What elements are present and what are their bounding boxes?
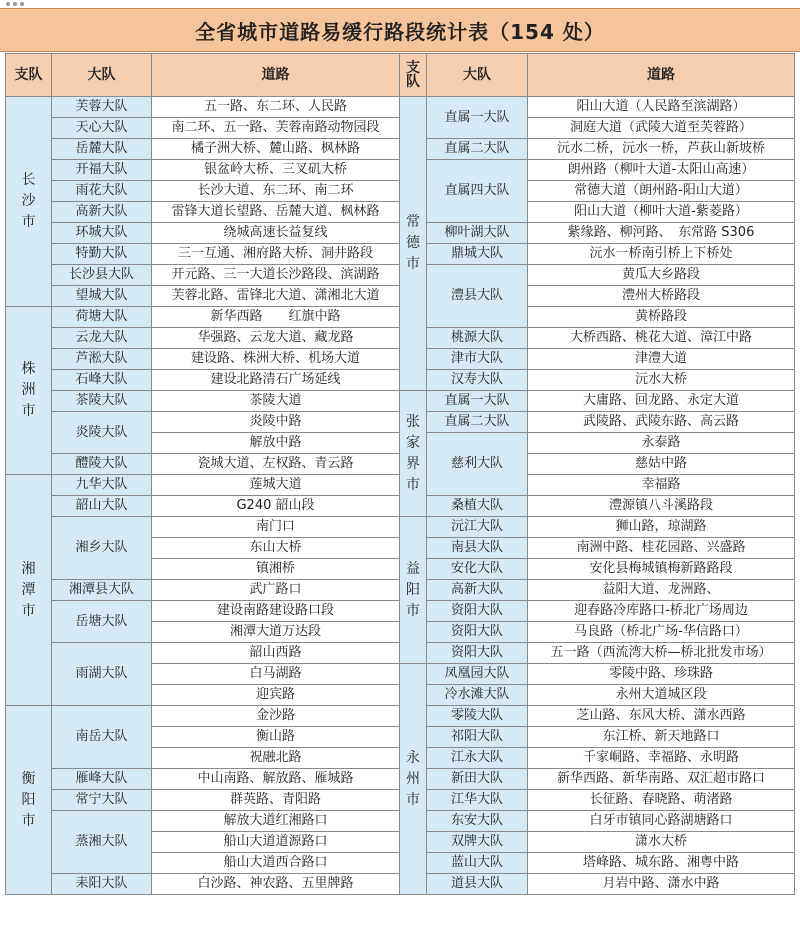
road-cell: 慈姑中路 [528,454,795,475]
road-cell: 紫缘路、柳河路、 东常路 S306 [528,223,795,244]
road-cell: 新华西路、新华南路、双汇超市路口 [528,769,795,790]
table-row [6,97,795,118]
road-cell: 五一路（西流湾大桥—桥北批发市场） [528,643,795,664]
city-label: 常德市 [406,214,420,272]
unit-cell: 江华大队 [427,790,528,811]
road-cell: 长征路、春晓路、萌渚路 [528,790,795,811]
unit-cell: 澧县大队 [427,265,528,328]
city-label: 长沙市 [21,172,36,230]
unit-cell: 湘乡大队 [52,517,152,580]
window-dots [6,0,24,8]
road-cell: 白马湖路 [152,664,400,685]
header-daolu: 道路 [528,54,795,97]
road-cell: 沅水一桥南引桥上下桥处 [528,244,795,265]
road-cell: 马良路（桥北广场-华信路口） [528,622,795,643]
road-cell: 月岩中路、潇水中路 [528,874,795,895]
road-cell: 南洲中路、桂花园路、兴盛路 [528,538,795,559]
header-dadui: 大队 [52,54,152,97]
unit-cell: 湘潭县大队 [52,580,152,601]
unit-cell: 津市大队 [427,349,528,370]
unit-cell: 荷塘大队 [52,307,152,328]
road-cell: 芝山路、东风大桥、潇水西路 [528,706,795,727]
city-cell [400,664,427,895]
road-cell: 衡山路 [152,727,400,748]
road-cell: 迎春路冷库路口-桥北广场周边 [528,601,795,622]
unit-cell: 桑植大队 [427,496,528,517]
road-cell: 洞庭大道（武陵大道至芙蓉路） [528,118,795,139]
road-cell: 千家峒路、幸福路、永明路 [528,748,795,769]
road-cell: 澧州大桥路段 [528,286,795,307]
header-daolu: 道路 [152,54,400,97]
unit-cell: 云龙大队 [52,328,152,349]
unit-cell: 资阳大队 [427,622,528,643]
road-cell: 炎陵中路 [152,412,400,433]
road-cell: 朗州路（柳叶大道-太阳山高速） [528,160,795,181]
unit-cell: 冷水滩大队 [427,685,528,706]
city-cell [400,391,427,517]
road-cell: 船山大道道源路口 [152,832,400,853]
road-cell: 莲城大道 [152,475,400,496]
unit-cell: 雨湖大队 [52,643,152,706]
road-cell: 五一路、东二环、人民路 [152,97,400,118]
road-cell: 潇水大桥 [528,832,795,853]
unit-cell: 新田大队 [427,769,528,790]
unit-cell: 直属一大队 [427,391,528,412]
road-cell: 安化县梅城镇梅新路路段 [528,559,795,580]
road-cell: 橘子洲大桥、麓山路、枫林路 [152,139,400,160]
road-cell: 开元路、三一大道长沙路段、滨湖路 [152,265,400,286]
road-cell: 白沙路、神农路、五里牌路 [152,874,400,895]
unit-cell: 资阳大队 [427,601,528,622]
road-cell: 白牙市镇同心路湖塘路口 [528,811,795,832]
unit-cell: 道县大队 [427,874,528,895]
road-cell: 解放中路 [152,433,400,454]
table-row [6,517,795,538]
unit-cell: 天心大队 [52,118,152,139]
table-row [6,391,795,412]
unit-cell: 高新大队 [52,202,152,223]
road-cell: 茶陵大道 [152,391,400,412]
unit-cell: 沅江大队 [427,517,528,538]
unit-cell: 雁峰大队 [52,769,152,790]
road-cell: 三一互通、湘府路大桥、洞井路段 [152,244,400,265]
unit-cell: 双牌大队 [427,832,528,853]
road-cell: 大桥西路、桃花大道、漳江中路 [528,328,795,349]
road-cell: 零陵中路、珍珠路 [528,664,795,685]
road-cell: 绕城高速长益复线 [152,223,400,244]
road-cell: 武陵路、武陵东路、高云路 [528,412,795,433]
road-cell: 大庸路、回龙路、永定大道 [528,391,795,412]
unit-cell: 凤凰园大队 [427,664,528,685]
road-cell: 津澧大道 [528,349,795,370]
road-cell: 武广路口 [152,580,400,601]
unit-cell: 高新大队 [427,580,528,601]
road-cell: 建设路、株洲大桥、机场大道 [152,349,400,370]
unit-cell: 南县大队 [427,538,528,559]
unit-cell: 直属二大队 [427,139,528,160]
road-cell: 长沙大道、东二环、南二环 [152,181,400,202]
unit-cell: 石峰大队 [52,370,152,391]
unit-cell: 岳塘大队 [52,601,152,643]
unit-cell: 九华大队 [52,475,152,496]
unit-cell: 桃源大队 [427,328,528,349]
unit-cell: 柳叶湖大队 [427,223,528,244]
unit-cell: 耒阳大队 [52,874,152,895]
unit-cell: 资阳大队 [427,643,528,664]
unit-cell: 芙蓉大队 [52,97,152,118]
road-cell: 建设南路建设路口段 [152,601,400,622]
road-cell: 塔峰路、城东路、湘粤中路 [528,853,795,874]
road-cell: 黄桥路段 [528,307,795,328]
road-cell: 东江桥、新天地路口 [528,727,795,748]
city-cell [400,97,427,391]
unit-cell: 茶陵大队 [52,391,152,412]
city-cell [6,706,52,895]
city-label: 湘潭市 [21,560,36,619]
city-cell [6,475,52,706]
unit-cell: 江永大队 [427,748,528,769]
unit-cell: 蒸湘大队 [52,811,152,874]
unit-cell: 望城大队 [52,286,152,307]
unit-cell: 蓝山大队 [427,853,528,874]
road-cell: 镇湘桥 [152,559,400,580]
unit-cell: 直属一大队 [427,97,528,139]
unit-cell: 芦淞大队 [52,349,152,370]
road-cell: 益阳大道、龙洲路、 [528,580,795,601]
road-cell: 瓷城大道、左权路、青云路 [152,454,400,475]
header-row [6,54,795,97]
city-cell [400,517,427,664]
road-cell: 祝融北路 [152,748,400,769]
unit-cell: 醴陵大队 [52,454,152,475]
unit-cell: 安化大队 [427,559,528,580]
road-cell: 金沙路 [152,706,400,727]
header-zhidui: 支队 [6,54,52,97]
unit-cell: 祁阳大队 [427,727,528,748]
road-cell: 建设北路清石广场延线 [152,370,400,391]
unit-cell: 东安大队 [427,811,528,832]
statistics-table [5,53,795,895]
city-label: 张家界市 [406,413,420,493]
header-dadui: 大队 [427,54,528,97]
road-cell: 芙蓉北路、雷锋北大道、潇湘北大道 [152,286,400,307]
road-cell: 迎宾路 [152,685,400,706]
unit-cell: 特勤大队 [52,244,152,265]
city-label: 益阳市 [406,560,420,619]
road-cell: 韶山西路 [152,643,400,664]
unit-cell: 慈利大队 [427,433,528,496]
road-cell: 南门口 [152,517,400,538]
road-cell: 沅水二桥，沅水一桥，芦荻山新坡桥 [528,139,795,160]
unit-cell: 韶山大队 [52,496,152,517]
city-cell [6,307,52,475]
unit-cell: 直属二大队 [427,412,528,433]
unit-cell: 开福大队 [52,160,152,181]
road-cell: 阳山大道（人民路至滨湖路） [528,97,795,118]
road-cell: 永泰路 [528,433,795,454]
city-label: 永州市 [406,749,420,808]
road-cell: 船山大道西合路口 [152,853,400,874]
road-cell: 银盆岭大桥、三叉矶大桥 [152,160,400,181]
road-cell: 东山大桥 [152,538,400,559]
unit-cell: 环城大队 [52,223,152,244]
unit-cell: 雨花大队 [52,181,152,202]
road-cell: 华强路、云龙大道、藏龙路 [152,328,400,349]
road-cell: 永州大道城区段 [528,685,795,706]
road-cell: 中山南路、解放路、雁城路 [152,769,400,790]
road-cell: 澧源镇八斗溪路段 [528,496,795,517]
unit-cell: 鼎城大队 [427,244,528,265]
road-cell: 黄瓜大乡路段 [528,265,795,286]
city-label: 衡阳市 [21,770,36,829]
road-cell: 新华西路 红旗中路 [152,307,400,328]
city-cell [6,97,52,307]
unit-cell: 炎陵大队 [52,412,152,454]
road-cell: 幸福路 [528,475,795,496]
road-cell: 南二环、五一路、芙蓉南路动物园段 [152,118,400,139]
header-zhidui: 支队 [400,54,427,97]
road-cell: 常德大道（朗州路-阳山大道） [528,181,795,202]
road-cell: G240 韶山段 [152,496,400,517]
unit-cell: 南岳大队 [52,706,152,769]
road-cell: 雷锋大道长望路、岳麓大道、枫林路 [152,202,400,223]
road-cell: 湘潭大道万达段 [152,622,400,643]
city-label: 株洲市 [21,361,36,419]
unit-cell: 常宁大队 [52,790,152,811]
unit-cell: 零陵大队 [427,706,528,727]
road-cell: 群英路、青阳路 [152,790,400,811]
unit-cell: 汉寿大队 [427,370,528,391]
road-cell: 解放大道红湘路口 [152,811,400,832]
unit-cell: 岳麓大队 [52,139,152,160]
road-cell: 沅水大桥 [528,370,795,391]
unit-cell: 长沙县大队 [52,265,152,286]
table-title: 全省城市道路易缓行路段统计表（154 处） [0,8,800,52]
road-cell: 阳山大道（柳叶大道-紫菱路） [528,202,795,223]
unit-cell: 直属四大队 [427,160,528,223]
road-cell: 狮山路，琼湖路 [528,517,795,538]
